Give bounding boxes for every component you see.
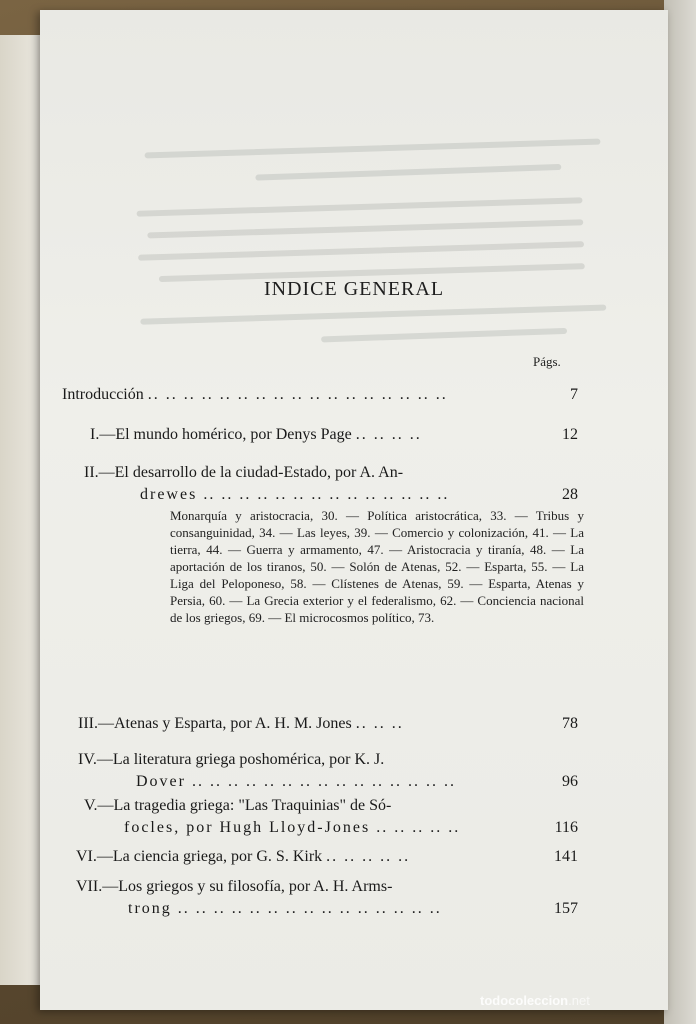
pages-column-label: Págs. — [533, 354, 561, 369]
entry-page-number: 7 — [570, 386, 578, 403]
entry-title: VI.—La ciencia griega, por G. S. Kirk — [76, 848, 323, 865]
entry-title-line-2: drewes .. .. .. .. .. .. .. .. .. .. .. .. .. .. — [140, 486, 450, 503]
watermark-domain: .net — [568, 993, 590, 1008]
entry-page-number: 157 — [554, 900, 578, 917]
toc-entry-chapter-2 — [84, 462, 578, 506]
watermark — [480, 993, 590, 1008]
book-page — [40, 10, 668, 1010]
entry-page-number: 141 — [554, 848, 578, 865]
show-through-text — [96, 81, 625, 359]
entry-page-number: 78 — [562, 715, 578, 732]
watermark-brand: todocoleccion — [480, 993, 569, 1008]
entry-title-line-1: VII.—Los griegos y su filosofía, por A. H. Arms- — [76, 878, 393, 895]
page-title: INDICE GENERAL — [263, 278, 445, 300]
toc-entry-chapter-3 — [78, 713, 578, 735]
entry-leader: .. .. .. .. — [355, 426, 422, 443]
entry-page-number: 116 — [554, 819, 578, 836]
entry-title-line-1: V.—La tragedia griega: "Las Traquinias" de Só- — [84, 797, 392, 814]
entry-page-number: 28 — [562, 486, 578, 503]
entry-title-line-2: focles, por Hugh Lloyd-Jones .. .. .. .. .. — [124, 819, 461, 836]
entry-leader: .. .. .. — [355, 715, 404, 732]
entry-title-line-1: II.—El desarrollo de la ciudad-Estado, por A. An- — [84, 464, 404, 481]
toc-entry-chapter-6 — [76, 846, 578, 868]
chapter-2-subtopics: Monarquía y aristocracia, 30. — Política aristocrática, 33. — Tribus y consanguinidad, 34. — Las leyes, 39. — Comercio y colonización, 41. — La tierra, 44. — Guerra y armamento, 47. — Aristocracia y tiranía, 48. — La aportación de los tiranos, 50. — Solón de Atenas, 52. — Esparta, 55. — La Liga del Peloponeso, 58. — Clístenes de Atenas, 59. — Esparta, Atenas y Persia, 60. — La Grecia exterior y el federalismo, 62. — Conciencia nacional de los griegos, 69. — El microcosmos político, 73. — [170, 508, 584, 625]
toc-entry-chapter-4 — [78, 749, 578, 793]
entry-title-line-2: trong .. .. .. .. .. .. .. .. .. .. .. .. .. .. .. — [128, 900, 442, 917]
entry-title-line-2: Dover .. .. .. .. .. .. .. .. .. .. .. .. .. .. .. — [136, 773, 456, 790]
entry-leader: .. .. .. .. .. — [326, 848, 411, 865]
adjacent-page-edge — [664, 0, 696, 1024]
toc-entry-chapter-7 — [76, 876, 578, 920]
show-through-lines — [96, 81, 625, 359]
entry-page-number: 12 — [562, 426, 578, 443]
entry-title-line-1: IV.—La literatura griega poshomérica, por K. J. — [78, 751, 385, 768]
toc-entry-chapter-5 — [84, 795, 578, 839]
entry-title: Introducción — [62, 386, 144, 403]
entry-title: III.—Atenas y Esparta, por A. H. M. Jones — [78, 715, 352, 732]
toc-entry-introduccion — [62, 384, 578, 406]
entry-leader: .. .. .. .. .. .. .. .. .. .. .. .. .. .. .. .. .. — [147, 386, 448, 403]
toc-entry-chapter-1 — [90, 424, 578, 446]
entry-title: I.—El mundo homérico, por Denys Page — [90, 426, 352, 443]
entry-page-number: 96 — [562, 773, 578, 790]
